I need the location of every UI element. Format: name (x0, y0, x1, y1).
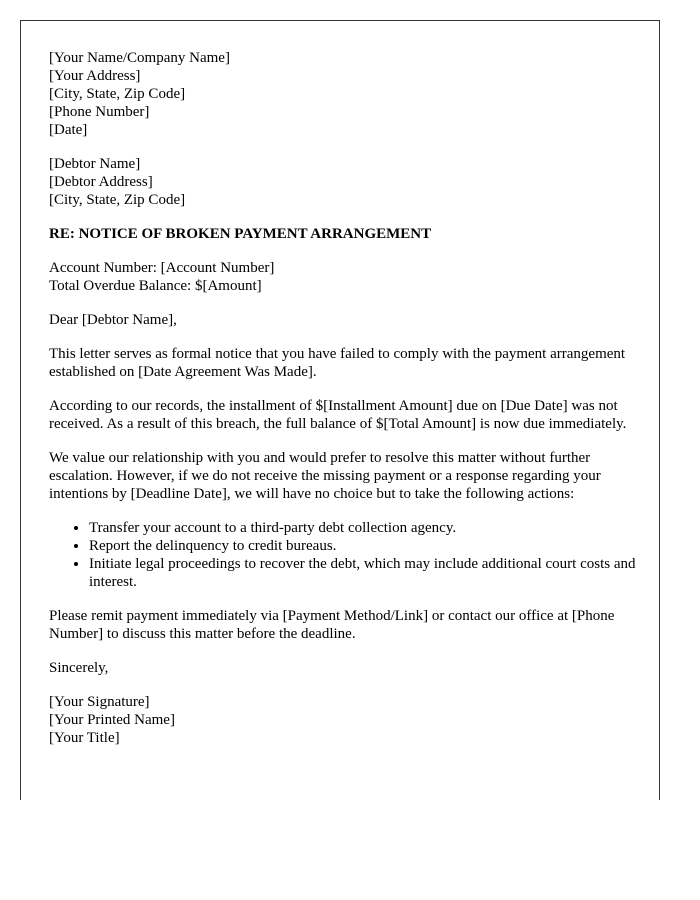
signature: [Your Signature] (49, 694, 150, 710)
debtor-name: [Debtor Name] (49, 156, 141, 172)
action-item: • Transfer your account to a third-party debt collection agency. (89, 519, 639, 537)
letter-page (20, 20, 660, 800)
action-item: • Report the delinquency to credit bureaus. (89, 537, 639, 555)
sender-city-state-zip: [City, State, Zip Code] (49, 86, 186, 102)
sender-block (49, 49, 639, 139)
closing-paragraph: Please remit payment immediately via [Payment Method/Link] or contact our office at [Phone Number] to discuss this matter before the deadline. (49, 608, 615, 642)
paragraph-escalation: We value our relationship with you and would prefer to resolve this matter without further escalation. However, if we do not receive the missing payment or a response regarding your intentions by [Deadline Date], we will have no choice but to take the following actions: (49, 450, 601, 502)
signer-title: [Your Title] (49, 730, 120, 746)
sender-address: [Your Address] (49, 68, 141, 84)
debtor-address: [Debtor Address] (49, 174, 153, 190)
account-number: Account Number: [Account Number] (49, 260, 275, 276)
debtor-city-state-zip: [City, State, Zip Code] (49, 192, 186, 208)
actions-list (49, 519, 639, 591)
action-item: • Initiate legal proceedings to recover the debt, which may include additional court costs and interest. (89, 555, 639, 591)
subject-line: RE: NOTICE OF BROKEN PAYMENT ARRANGEMENT (49, 226, 432, 242)
account-block (49, 259, 639, 295)
printed-name: [Your Printed Name] (49, 712, 175, 728)
sender-name: [Your Name/Company Name] (49, 50, 230, 66)
paragraph-breach: According to our records, the installment of $[Installment Amount] due on [Due Date] was not received. As a result of this breach, the full balance of $[Total Amount] is now due immediately. (49, 398, 627, 432)
signature-block (49, 693, 639, 747)
overdue-balance: Total Overdue Balance: $[Amount] (49, 278, 262, 294)
sender-phone: [Phone Number] (49, 104, 150, 120)
salutation: Dear [Debtor Name], (49, 312, 177, 328)
recipient-block (49, 155, 639, 209)
paragraph-notice: This letter serves as formal notice that you have failed to comply with the payment arrangement established on [Date Agreement Was Made]. (49, 346, 626, 380)
sign-off: Sincerely, (49, 660, 109, 676)
letter-date: [Date] (49, 122, 88, 138)
letter-content (49, 49, 639, 763)
